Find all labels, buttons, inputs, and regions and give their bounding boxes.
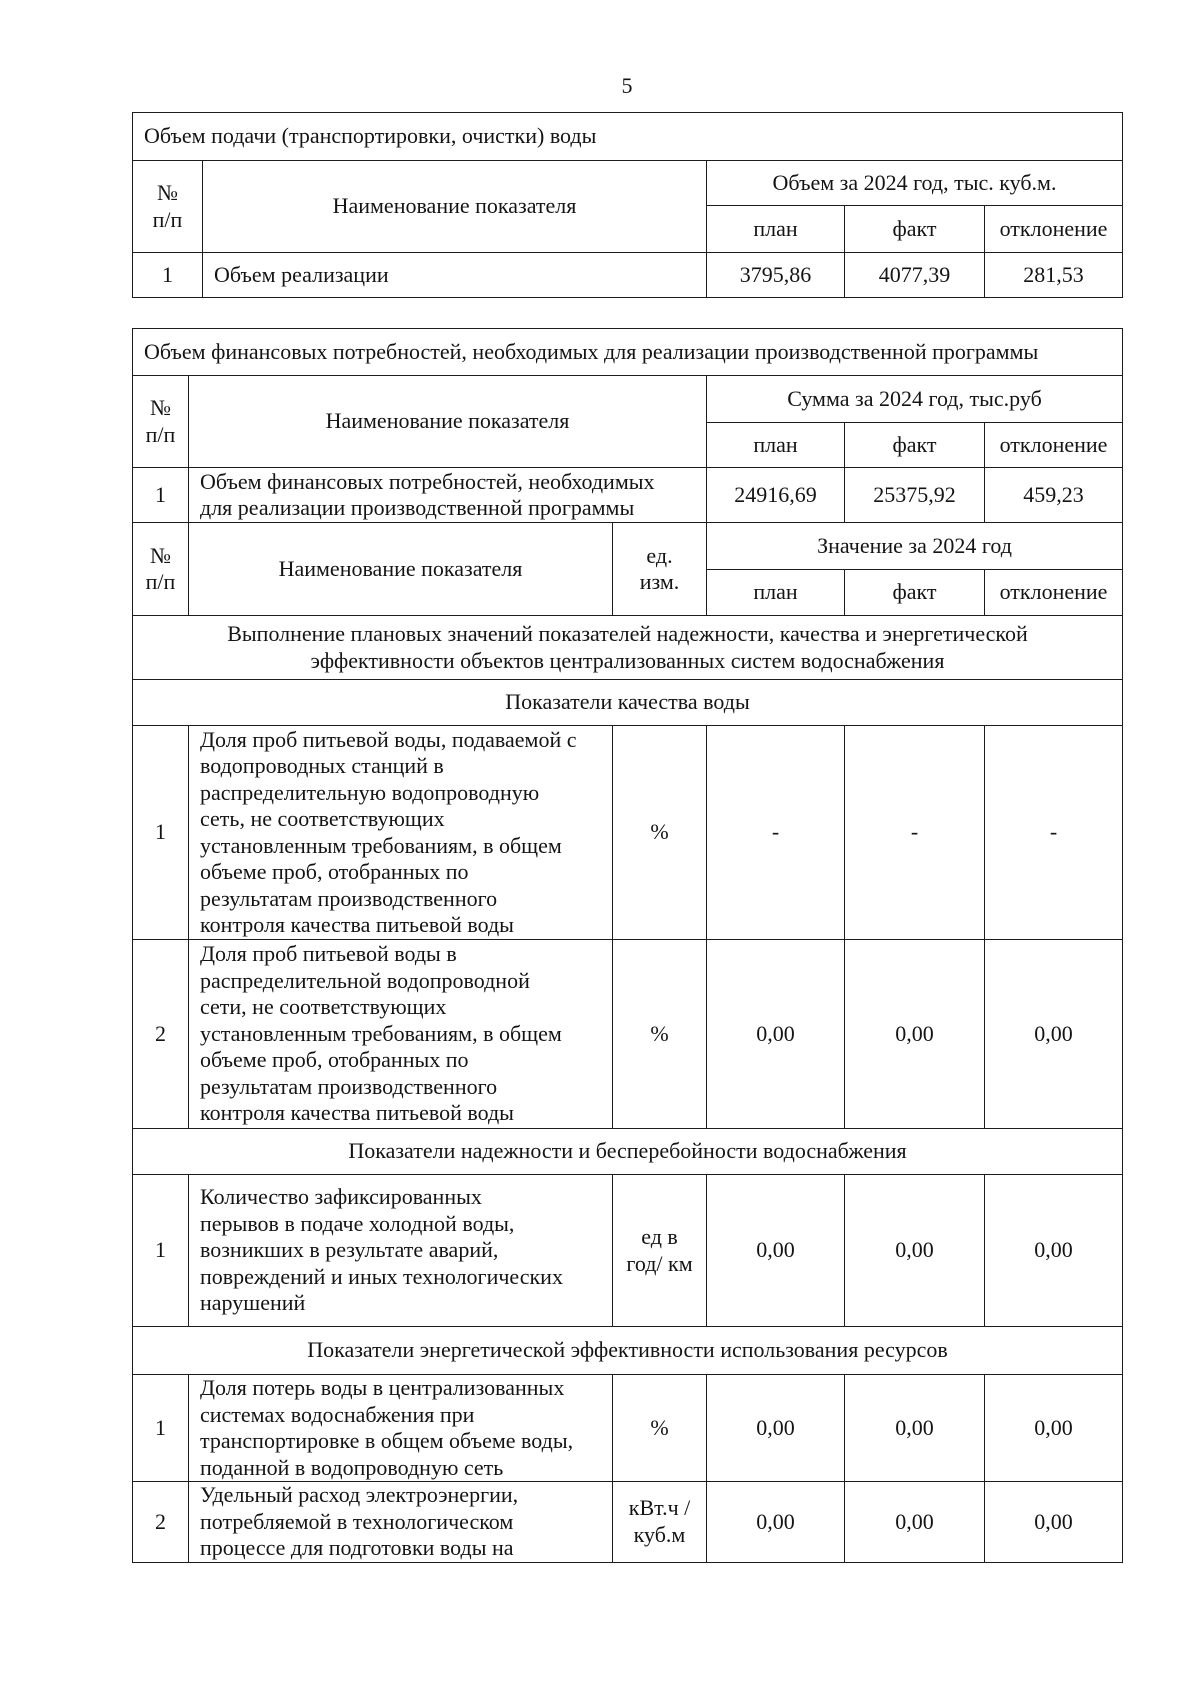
row-number: 2 — [133, 940, 189, 1129]
indicator-name: Количество зафиксированных перывов в подаче холодной воды, возникших в результате аварий, повреждений и иных технологических нарушений — [189, 1175, 613, 1327]
deviation-value: 0,00 — [985, 1175, 1123, 1327]
col-header-unit: ед. изм. — [613, 523, 707, 616]
table-row — [133, 940, 1123, 1129]
indicator-name: Объем финансовых потребностей, необходимых для реализации производственной программы — [189, 468, 707, 523]
row-number: 1 — [133, 468, 189, 523]
unit-value: % — [613, 1375, 707, 1482]
table-row — [133, 726, 1123, 940]
plan-value: 3795,86 — [707, 253, 845, 298]
table-row — [133, 1175, 1123, 1327]
indicator-name: Объем реализации — [203, 253, 707, 298]
col-header-fact: факт — [845, 206, 985, 253]
plan-value: 0,00 — [707, 1482, 845, 1563]
col-header-fact: факт — [845, 570, 985, 616]
col-header-indicator-name: Наименование показателя — [203, 161, 707, 253]
fact-value: 0,00 — [845, 1482, 985, 1563]
col-header-deviation: отклонение — [985, 423, 1123, 468]
row-number: 1 — [133, 726, 189, 940]
page-number: 5 — [621, 73, 633, 98]
header-row — [133, 161, 1123, 206]
col-header-number: № п/п — [133, 161, 203, 253]
indicator-name: Доля проб питьевой воды в распределительной водопроводной сети, не соответствующих установленным требованиям, в общем объеме проб, отобранных по результатам производственного контроля качества питьевой воды — [189, 940, 613, 1129]
unit-value: ед в год/ км — [613, 1175, 707, 1327]
volume-table — [132, 112, 1123, 298]
fact-value: 0,00 — [845, 1175, 985, 1327]
deviation-value: 459,23 — [985, 468, 1123, 523]
finance-table — [132, 328, 1123, 1563]
col-header-plan: план — [707, 423, 845, 468]
table-row — [133, 1482, 1123, 1563]
col-header-period: Сумма за 2024 год, тыс.руб — [707, 376, 1123, 423]
table-title: Объем финансовых потребностей, необходимых для реализации производственной программы — [133, 329, 1123, 376]
group-header-reliability: Показатели надежности и бесперебойности водоснабжения — [133, 1129, 1123, 1175]
table-row — [133, 1375, 1123, 1482]
row-number: 1 — [133, 1175, 189, 1327]
deviation-value: 0,00 — [985, 1482, 1123, 1563]
col-header-plan: план — [707, 570, 845, 616]
indicator-name: Удельный расход электроэнергии, потребляемой в технологическом процессе для подготовки воды на — [189, 1482, 613, 1563]
col-header-plan: план — [707, 206, 845, 253]
col-header-period: Объем за 2024 год, тыс. куб.м. — [707, 161, 1123, 206]
plan-value: 0,00 — [707, 1375, 845, 1482]
group-header-row — [133, 1327, 1123, 1375]
fact-value: 0,00 — [845, 940, 985, 1129]
deviation-value: 281,53 — [985, 253, 1123, 298]
col-header-number: № п/п — [133, 523, 189, 616]
group-header-row — [133, 680, 1123, 726]
deviation-value: - — [985, 726, 1123, 940]
col-header-deviation: отклонение — [985, 206, 1123, 253]
plan-value: - — [707, 726, 845, 940]
fact-value: - — [845, 726, 985, 940]
row-number: 1 — [133, 253, 203, 298]
deviation-value: 0,00 — [985, 1375, 1123, 1482]
table-row — [133, 468, 1123, 523]
row-number: 2 — [133, 1482, 189, 1563]
unit-value: % — [613, 940, 707, 1129]
col-header-indicator-name: Наименование показателя — [189, 523, 613, 616]
col-header-deviation: отклонение — [985, 570, 1123, 616]
plan-value: 0,00 — [707, 940, 845, 1129]
col-header-period: Значение за 2024 год — [707, 523, 1123, 570]
unit-value: кВт.ч / куб.м — [613, 1482, 707, 1563]
plan-value: 24916,69 — [707, 468, 845, 523]
fact-value: 4077,39 — [845, 253, 985, 298]
plan-value: 0,00 — [707, 1175, 845, 1327]
unit-value: % — [613, 726, 707, 940]
table-title-row — [133, 329, 1123, 376]
section-title-row — [133, 616, 1123, 680]
section-title: Выполнение плановых значений показателей надежности, качества и энергетической эффективности объектов централизованных систем водоснабжения — [133, 616, 1123, 680]
group-header-row — [133, 1129, 1123, 1175]
header-row — [133, 376, 1123, 423]
table-title-row — [133, 113, 1123, 161]
table-row — [133, 253, 1123, 298]
indicator-name: Доля проб питьевой воды, подаваемой с водопроводных станций в распределительную водопроводную сеть, не соответствующих установленным требованиям, в общем объеме проб, отобранных по результатам производственного контроля качества питьевой воды — [189, 726, 613, 940]
group-header-water-quality: Показатели качества воды — [133, 680, 1123, 726]
fact-value: 25375,92 — [845, 468, 985, 523]
deviation-value: 0,00 — [985, 940, 1123, 1129]
group-header-energy-efficiency: Показатели энергетической эффективности использования ресурсов — [133, 1327, 1123, 1375]
indicator-name: Доля потерь воды в централизованных системах водоснабжения при транспортировке в общем объеме воды, поданной в водопроводную сеть — [189, 1375, 613, 1482]
indicators-header-row — [133, 523, 1123, 570]
row-number: 1 — [133, 1375, 189, 1482]
col-header-number: № п/п — [133, 376, 189, 468]
col-header-fact: факт — [845, 423, 985, 468]
fact-value: 0,00 — [845, 1375, 985, 1482]
col-header-indicator-name: Наименование показателя — [189, 376, 707, 468]
table-title: Объем подачи (транспортировки, очистки) воды — [133, 113, 1123, 161]
